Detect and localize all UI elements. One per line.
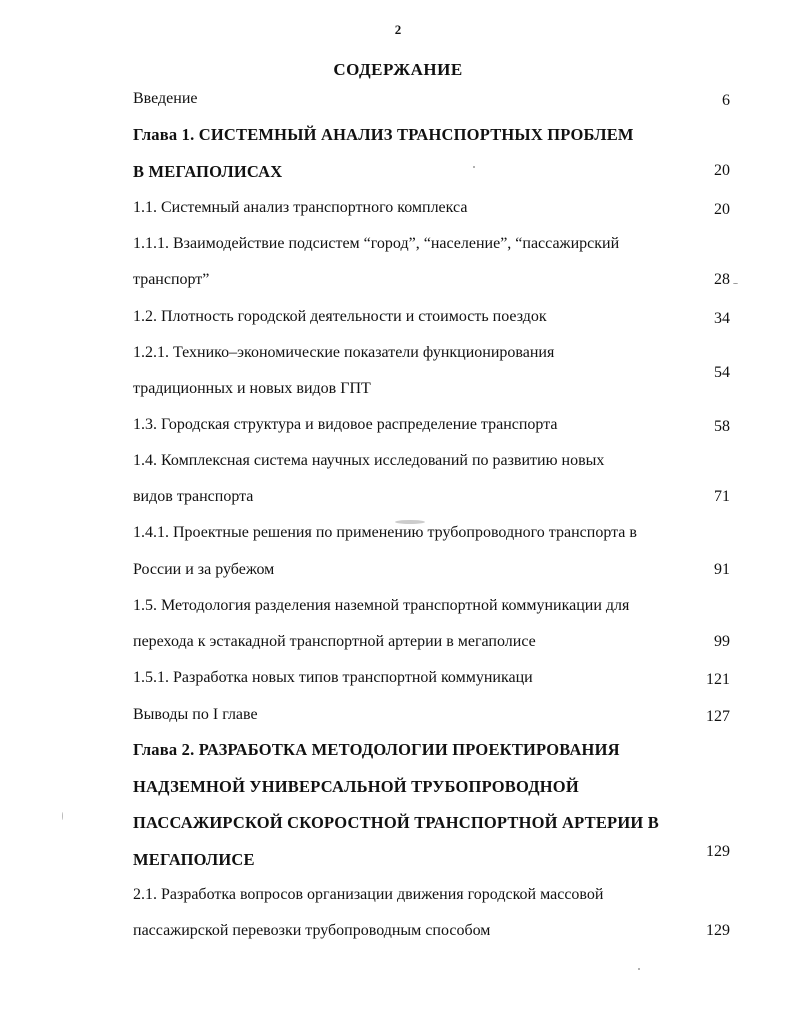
- toc-entry-page: 54: [714, 364, 730, 381]
- toc-entry-text: пассажирской перевозки трубопроводным способом: [133, 922, 491, 939]
- toc-entry-page: 71: [714, 488, 730, 505]
- scan-speck: [733, 283, 738, 284]
- toc-entry-text: Введение: [133, 90, 198, 107]
- toc-entry-page: 6: [722, 92, 730, 109]
- toc-entry-page: 20: [714, 162, 730, 179]
- toc-entry-text: 1.3. Городская структура и видовое распределение транспорта: [133, 416, 558, 433]
- toc-entry-text: 1.2. Плотность городской деятельности и стоимость поездок: [133, 308, 547, 325]
- toc-entry-text: 1.1. Системный анализ транспортного комплекса: [133, 199, 468, 216]
- toc-entry-text: Выводы по I главе: [133, 706, 258, 723]
- toc-entry-page: 129: [706, 843, 730, 860]
- toc-entry-page: 91: [714, 561, 730, 578]
- toc-entry-text: 1.1.1. Взаимодействие подсистем “город”, “население”, “пассажирский: [133, 235, 620, 252]
- toc-entry-text: традиционных и новых видов ГПТ: [133, 380, 371, 397]
- toc-entry-text: видов транспорта: [133, 488, 254, 505]
- toc-entry-text: 2.1. Разработка вопросов организации движения городской массовой: [133, 886, 604, 903]
- chapter-heading: НАДЗЕМНОЙ УНИВЕРСАЛЬНОЙ ТРУБОПРОВОДНОЙ: [133, 777, 579, 796]
- chapter-heading: МЕГАПОЛИСЕ: [133, 850, 255, 869]
- toc-entry-page: 129: [706, 922, 730, 939]
- toc-entry-text: 1.5. Методология разделения наземной транспортной коммуникации для: [133, 597, 630, 614]
- toc-entry-page: 34: [714, 310, 730, 327]
- toc-entry-text: перехода к эстакадной транспортной артерии в мегаполисе: [133, 633, 536, 650]
- toc-entry-page: 121: [706, 671, 730, 688]
- scan-speck: [62, 812, 63, 820]
- chapter-heading: В МЕГАПОЛИСАХ: [133, 162, 283, 181]
- chapter-heading: ПАССАЖИРСКОЙ СКОРОСТНОЙ ТРАНСПОРТНОЙ АРТЕРИИ В: [133, 813, 659, 832]
- toc-entry-page: 28: [714, 271, 730, 288]
- scan-speck: [473, 166, 475, 168]
- toc-title: СОДЕРЖАНИЕ: [333, 60, 463, 79]
- toc-entry-text: 1.2.1. Технико–экономические показатели функционирования: [133, 344, 555, 361]
- toc-entry-text: 1.4.1. Проектные решения по применению трубопроводного транспорта в: [133, 524, 637, 541]
- toc-entry-page: 99: [714, 633, 730, 650]
- scan-speck: [395, 520, 425, 524]
- toc-entry-page: 20: [714, 201, 730, 218]
- toc-entry-text: России и за рубежом: [133, 561, 275, 578]
- toc-entry-text: транспорт”: [133, 271, 210, 288]
- scan-speck: [638, 968, 640, 970]
- toc-entry-text: 1.5.1. Разработка новых типов транспортной коммуникаци: [133, 669, 533, 686]
- toc-entry-text: 1.4. Комплексная система научных исследований по развитию новых: [133, 452, 605, 469]
- toc-entry-page: 127: [706, 708, 730, 725]
- page-number: 2: [394, 22, 402, 37]
- toc-entry-page: 58: [714, 418, 730, 435]
- chapter-heading: Глава 1. СИСТЕМНЫЙ АНАЛИЗ ТРАНСПОРТНЫХ ПРОБЛЕМ: [133, 125, 634, 144]
- chapter-heading: Глава 2. РАЗРАБОТКА МЕТОДОЛОГИИ ПРОЕКТИРОВАНИЯ: [133, 740, 620, 759]
